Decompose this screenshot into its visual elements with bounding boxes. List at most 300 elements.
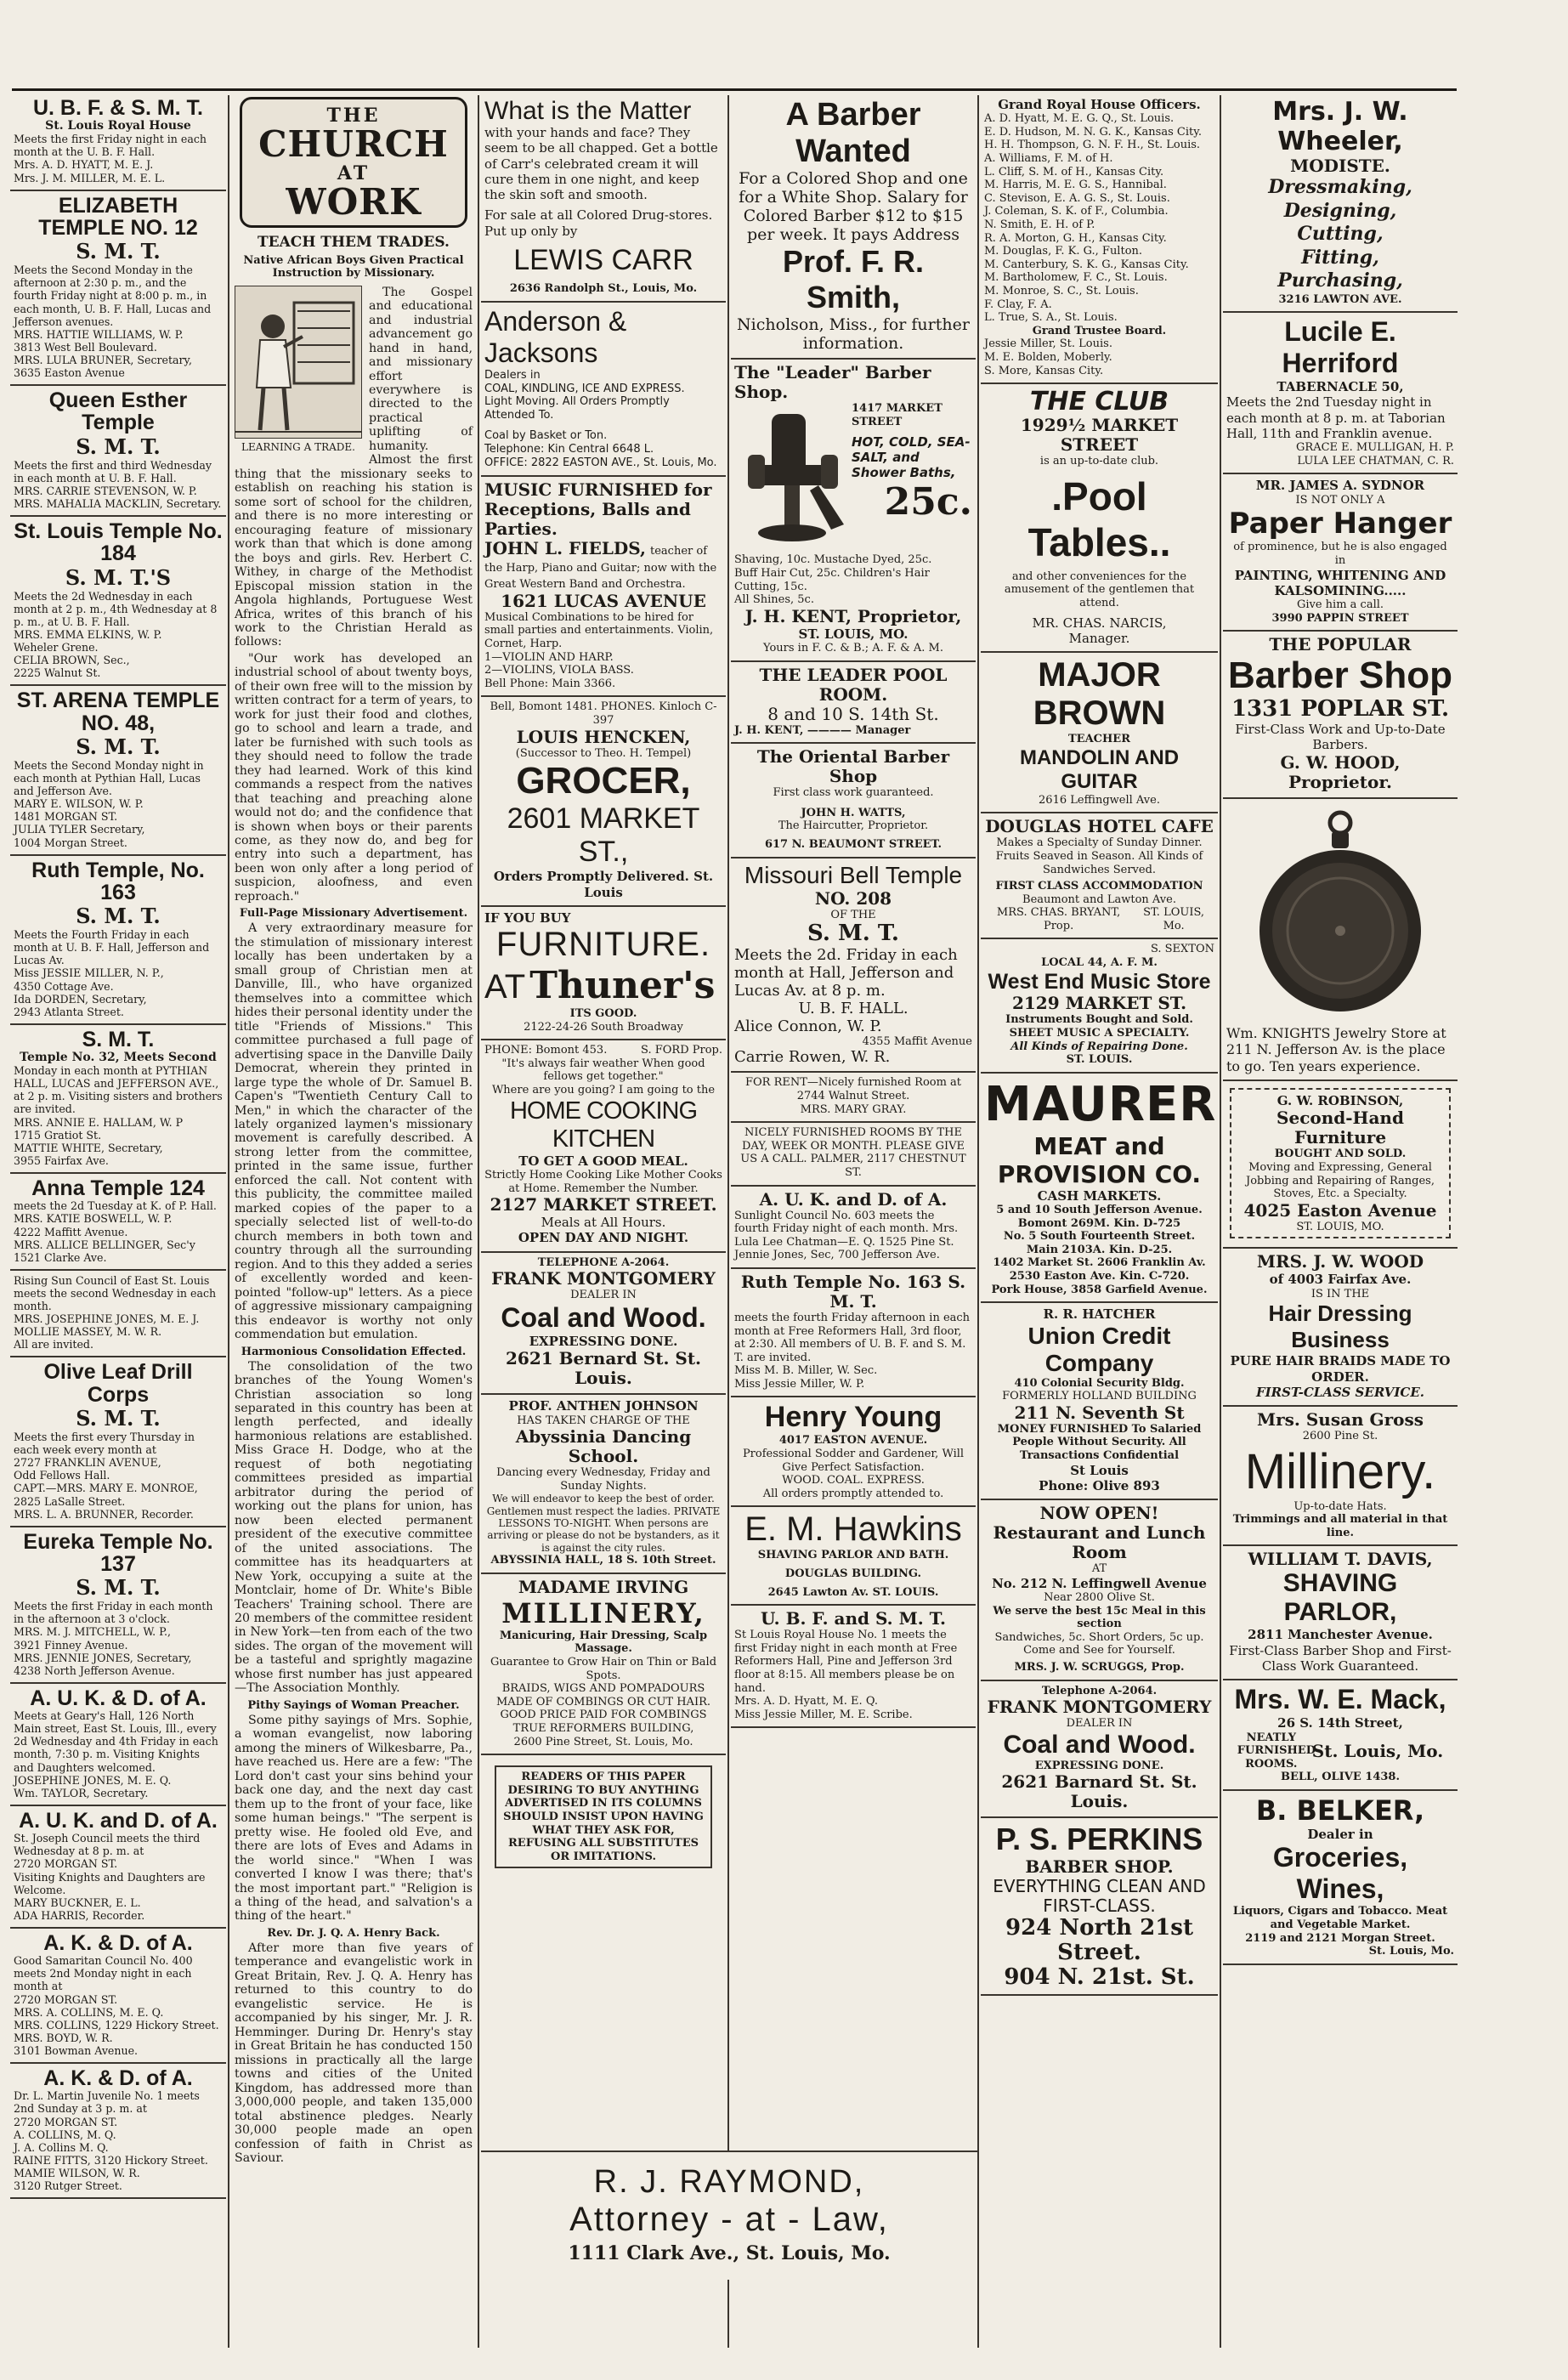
ad-text: DEALER IN: [570, 1289, 637, 1302]
ad-we-mack: [1223, 1680, 1458, 1791]
ad-name: G. W. ROBINSON,: [1276, 1093, 1404, 1109]
banner-church: CHURCH: [258, 123, 449, 165]
ad-heading: A Barber Wanted: [785, 97, 921, 169]
ad-text: Manager.: [1068, 630, 1130, 646]
column-rule: [727, 95, 729, 2348]
ad-text: For sale at all Colored Drug-stores. Put up only by: [484, 207, 713, 239]
barber-chair-icon: [738, 405, 848, 550]
ad-phone: Phone: Olive 893: [1039, 1477, 1160, 1493]
ad-text: NEATLY FURNISHED ROOMS.: [1237, 1731, 1316, 1771]
ad-thuners-furniture: [481, 907, 726, 1040]
ad-address: 1417 MARKET STREET: [852, 402, 942, 428]
ad-address: 1929½ MARKET STREET: [1020, 415, 1179, 456]
lodge-notice: [10, 94, 226, 191]
ad-name: G. W. HOOD, Proprietor.: [1280, 751, 1401, 792]
notice-title: Anna Temple 124: [31, 1176, 205, 1201]
ad-heading: Millinery.: [1244, 1443, 1436, 1499]
ad-oriental-barber-shop: [731, 744, 976, 858]
lodge-notice: [10, 686, 226, 855]
ad-heading: Missouri Bell Temple: [744, 861, 963, 888]
notice-text: Meets the first every Thursday in each week every month at 2727 FRANKLIN AVENUE, Odd Fellows Hall. CAPT.—MRS. MARY E. MONROE, 2825 LaSalle Street. MRS. L. A. BRUNNER, Recorder.: [14, 1430, 198, 1521]
ad-heading: Paper Hanger: [1228, 507, 1452, 541]
article-subhead: Native African Boys Given Practical Instruction by Missionary.: [243, 253, 464, 280]
ad-text: teacher of the Harp, Piano and Guitar; now with the Great Western Band and Orchestra.: [484, 544, 717, 592]
notice-text: Meets the 2d Wednesday in each month at 2 p. m., 4th Wednesday at 8 p. m., at U. B. F. Hall. MRS. EMMA ELKINS, W. P. Weheler Grene. CELIA BROWN, Sec., 2225 Walnut St.: [14, 589, 218, 680]
ad-heading: MAJOR BROWN: [1033, 656, 1166, 733]
ad-address: 2645 Lawton Av. ST. LOUIS.: [767, 1585, 939, 1599]
column-rule: [1220, 95, 1221, 2348]
ad-text: LOCAL 44, A. F. M.: [1041, 956, 1158, 970]
notice-text: Monday in each month at PYTHIAN HALL, LUCAS and JEFFERSON AVE., at 2 p. m. Visiting sisters and brothers are invited. MRS. ANNIE E. HALLAM, W. P 1715 Gratiot St. MATTIE WHITE, Secretary, 3955 Fairfax Ave.: [14, 1064, 223, 1167]
ad-heading: Second-Hand Furniture: [1276, 1108, 1404, 1148]
ad-heading: Lucile E. Herriford: [1282, 316, 1399, 379]
section-heading: Harmonious Consolidation Effected.: [241, 1345, 467, 1358]
ad-missouri-bell-temple: [731, 858, 976, 1074]
notice-title: S. M. T.: [82, 1027, 155, 1051]
ad-address: 410 Colonial Security Bldg.: [1014, 1376, 1185, 1390]
ad-text: Sunlight Council No. 603 meets the fourth Friday night of each month. Mrs. Lula Lee Chatman—E. Q. 1525 Pine St. Jennie Jones, Sec, 700 Jefferson Ave.: [734, 1209, 959, 1262]
column-rule: [478, 95, 479, 2348]
ad-text: Coal by Basket or Ton. Telephone: Kin Central 6648 L. OFFICE: 2822 EASTON AVE., St. Louis, Mo.: [484, 429, 717, 469]
notice-text: Meets the Second Monday night in each month at Pythian Hall, Lucas and Jefferson Ave. MARY E. WILSON, W. P. 1481 MORGAN ST. JULIA TYLER Secretary, 1004 Morgan Street.: [14, 758, 204, 849]
notice-subtitle: S. M. T.'S: [65, 564, 172, 590]
ad-text: MODISTE.: [1290, 156, 1390, 176]
ad-heading: DOUGLAS HOTEL CAFE: [985, 816, 1214, 837]
ad-name: MADAME IRVING: [518, 1576, 689, 1597]
ad-text: is an up-to-date club.: [1039, 455, 1159, 468]
ad-text: THE POPULAR: [1269, 634, 1412, 655]
ad-heading: FURNITURE.: [495, 926, 711, 964]
ad-address: 3990 PAPPIN STREET: [1271, 611, 1409, 625]
notice-text: meets the 2d Tuesday at K. of P. Hall. MRS. KATIE BOSWELL, W. P. 4222 Maffitt Avenue. MRS. ALLICE BELLINGER, Sec'y 1521 Clarke Ave.: [14, 1199, 217, 1264]
pocket-watch-icon: [1255, 808, 1425, 1020]
ad-phone: Telephone A-2064.: [1041, 1684, 1158, 1697]
ad-text: For a Colored Shop and one for a White Shop. Salary for Colored Barber $12 to $15 per week. It pays Address: [739, 169, 968, 244]
column-4-ads: [731, 94, 976, 2149]
lodge-notice: [10, 191, 226, 386]
ad-text: IS IN THE: [1310, 1287, 1370, 1300]
ad-ubf-smt: [731, 1606, 976, 1728]
figure-caption: LEARNING A TRADE.: [241, 441, 355, 454]
ad-address: 2129 MARKET ST.: [1011, 993, 1187, 1014]
ad-text: First class work guaranteed.: [773, 786, 934, 800]
lodge-notice: [10, 856, 226, 1025]
section-heading: Full-Page Missionary Advertisement.: [239, 907, 468, 921]
ad-address: 2621 Bernard St. St. Louis.: [505, 1348, 702, 1389]
ad-text: of prominence, but he is also engaged in: [1233, 541, 1447, 567]
ad-name: MR. JAMES A. SYDNOR: [1255, 478, 1425, 494]
ad-heading: MILLINERY,: [501, 1596, 705, 1629]
ad-major-brown: [981, 653, 1218, 813]
ad-text: FIRST CLASS ACCOMMODATION: [995, 880, 1203, 893]
ad-henry-young: [731, 1397, 976, 1507]
ad-em-hawkins: [731, 1507, 976, 1606]
ad-text: FIRST-CLASS SERVICE.: [1256, 1384, 1424, 1400]
ad-text: First-Class Barber Shop and First-Class Work Guaranteed.: [1229, 1642, 1452, 1674]
ad-address: 924 North 21st Street.: [1005, 1915, 1193, 1965]
ad-lewis-carr: [481, 94, 726, 303]
ad-text: .Pool Tables..: [1027, 473, 1171, 564]
ad-jw-wood: [1223, 1249, 1458, 1407]
column-rule: [228, 95, 229, 2348]
ad-address: 2600 Pine St.: [1302, 1430, 1378, 1443]
ad-name: LEWIS CARR: [513, 244, 693, 277]
ad-heading: NOW OPEN!: [1039, 1503, 1159, 1524]
ad-address: 4017 EASTON AVENUE.: [778, 1434, 928, 1448]
ad-text: J. H. KENT, ———— Manager: [734, 723, 911, 737]
ad-frank-montgomery-1: [481, 1253, 726, 1395]
lodge-notice: [10, 1929, 226, 2064]
ad-abyssinia-dancing-school: [481, 1395, 726, 1574]
ad-text: Orders Promptly Delivered. St. Louis: [493, 869, 714, 900]
ad-text: 5 and 10 South Jefferson Avenue. Bomont 269M. Kin. D-725 No. 5 South Fourteenth Street. Main 2103A. Kin. D-25. 1402 Market St. 2606 Franklin Av. 2530 Easton Ave. Kin. C-720. Pork House, 3858 Garfield Avenue.: [991, 1204, 1208, 1296]
ad-text: PURE HAIR BRAIDS MADE TO ORDER.: [1230, 1353, 1451, 1385]
ad-name: FRANK MONTGOMERY: [491, 1268, 716, 1289]
lodge-notice: [10, 1271, 226, 1358]
ad-address: No. 212 N. Leffingwell Avenue: [992, 1575, 1207, 1591]
ad-text: NO. 208: [814, 887, 892, 909]
boy-at-loom-illustration-icon: [235, 286, 362, 439]
notice-text: Meets the first Friday in each month in the afternoon at 3 o'clock. MRS. M. J. MITCHELL, W. P., 3921 Finney Avenue. MRS. JENNIE JONES, Secretary, 4238 North Jefferson Avenue.: [14, 1600, 213, 1677]
notice-title: ELIZABETH TEMPLE NO. 12: [38, 193, 198, 240]
ad-text: FORMERLY HOLLAND BUILDING: [1002, 1390, 1197, 1403]
ad-auk-sunlight-council: [731, 1187, 976, 1269]
ad-room-for-rent: FOR RENT—Nicely furnished Room at 2744 Walnut Street. MRS. MARY GRAY.: [731, 1073, 976, 1123]
ad-heading: Restaurant and Lunch Room: [993, 1522, 1206, 1563]
ad-name: FRANK MONTGOMERY: [987, 1697, 1212, 1718]
ad-furnished-rooms: NICELY FURNISHED ROOMS BY THE DAY, WEEK OR MONTH. PLEASE GIVE US A CALL. PALMER, 2117 CHESTNUT ST.: [731, 1123, 976, 1186]
ad-text: Near 2800 Olive St.: [1044, 1591, 1155, 1604]
ad-text: Liquors, Cigars and Tobacco. Meat and Vegetable Market.: [1232, 1905, 1448, 1931]
notice-title: U. B. F. & S. M. T.: [32, 96, 203, 120]
ad-name: R. R. HATCHER: [1043, 1306, 1156, 1323]
ad-name: WILLIAM T. DAVIS,: [1248, 1549, 1433, 1570]
ad-text: meets the fourth Friday afternoon in each month at Free Reformers Hall, 3rd floor, at 2:30. All members of U. B. F. and S. M. T. are invited. Miss M. B. Miller, W. Sec. Miss Jessie Miller, W. P.: [734, 1311, 971, 1391]
ad-text: Dealer in: [1307, 1827, 1373, 1843]
ad-text: AT: [1091, 1562, 1107, 1576]
ad-text: Meals at All Hours.: [541, 1215, 666, 1231]
ad-restaurant: [981, 1500, 1218, 1680]
notice-text: Meets the first and third Wednesday in each month at U. B. F. Hall. MRS. CARRIE STEVENSON, W. P. MRS. MAHALIA MACKLIN, Secretary.: [14, 458, 222, 510]
ad-text: S. FORD Prop.: [641, 1044, 722, 1057]
notice-text: Rising Sun Council of East St. Louis meets the second Wednesday in each month. MRS. JOSEPHINE JONES, M. E. J. MOLLIE MASSEY, M. W. R. All are invited.: [14, 1273, 217, 1352]
column-rule: [977, 95, 979, 2348]
ad-heading: Barber Shop: [1227, 654, 1453, 697]
ad-susan-gross: [1223, 1407, 1458, 1546]
ad-text: U. B. F. HALL.: [798, 999, 909, 1017]
notice-title: Queen Esther Temple: [48, 388, 188, 435]
ad-text: Dressmaking, Designing, Cutting, Fitting, Purchasing,: [1268, 176, 1412, 292]
notice-title: A. U. K. and D. of A.: [19, 1808, 218, 1833]
ad-text: S. M. T.: [807, 921, 899, 947]
ad-text: PAINTING, WHITENING AND KALSOMINING.....: [1234, 567, 1446, 598]
ad-text: EVERYTHING CLEAN AND FIRST-CLASS.: [993, 1876, 1206, 1917]
ad-address: 211 N. Seventh St: [1014, 1402, 1185, 1423]
ad-heading: Coal and Wood.: [501, 1301, 706, 1333]
ad-home-cooking-kitchen: [481, 1040, 726, 1252]
ad-text: with your hands and face? They seem to be all chapped. Get a bottle of Carr's celebrated cream it will cure them in one night, and keep the skin soft and smooth.: [484, 125, 718, 203]
ad-barber-wanted: [731, 94, 976, 360]
ad-text: ITS GOOD.: [569, 1007, 637, 1021]
ad-leader-pool-room: [731, 662, 976, 745]
ad-text: Shaving, 10c. Mustache Dyed, 25c. Buff Hair Cut, 25c. Children's Hair Cutting, 15c. All Shines, 5c.: [734, 553, 932, 607]
ad-william-davis: [1223, 1546, 1458, 1680]
ad-address: ABYSSINIA HALL, 18 S. 10th Street.: [490, 1554, 716, 1567]
column-1-lodge-notices: [10, 94, 226, 2380]
ad-james-sydnor: [1223, 474, 1458, 632]
notice-subtitle: S. M. T.: [76, 734, 161, 759]
notice-subtitle: Temple No. 32, Meets Second: [20, 1051, 217, 1065]
ad-heading: Abyssinia Dancing School.: [515, 1426, 692, 1467]
ad-text: We will endeavor to keep the best of order. Gentlemen must respect the ladies. PRIVATE LESSONS TO-NIGHT. When persons are arriving or please do not be bystanders, as it is against the city rules.: [486, 1493, 721, 1554]
ad-heading: What is the Matter: [484, 97, 692, 125]
ad-madame-irving-millinery: [481, 1574, 726, 1755]
ad-text: Manicuring, Hair Dressing, Scalp Massage.: [499, 1629, 708, 1656]
ad-text: HAS TAKEN CHARGE OF THE: [517, 1414, 690, 1427]
ad-text: EXPRESSING DONE.: [1034, 1759, 1164, 1772]
ad-heading: Mrs. J. W. Wheeler,: [1272, 97, 1408, 156]
column-3-ads: [481, 94, 726, 2380]
ad-text: BARBER SHOP.: [1025, 1856, 1174, 1878]
ad-name: PROF. ANTHEN JOHNSON: [508, 1398, 699, 1414]
ad-text: Alice Connon, W. P.: [734, 1017, 882, 1035]
notice-text: Good Samaritan Council No. 400 meets 2nd Monday night in each month at 2720 MORGAN ST. MRS. A. COLLINS, M. E. Q. MRS. COLLINS, 1229 Hickory Street. MRS. BOYD, W. R. 3101 Bowman Avenue.: [14, 1954, 219, 2057]
ad-text: A. D. Hyatt, M. E. G. Q., St. Louis. E. D. Hudson, M. N. G. K., Kansas City. H. H. Thompson, G. N. F. H., St. Louis. A. Williams, F. M. of H. L. Cliff, S. M. of H., Kansas City. M. Harris, M. E. G. S., Hannibal. C. Stevison, E. A. G. S., St. Louis. J. Coleman, S. K. of F., Columbia. N. Smith, E. H. of P. R. A. Morton, G. H., Kansas City. M. Douglas, F. K. G., Fulton. M. Canterbury, S. K. G., Kansas City. M. Bartholomew, F. C., St. Louis. M. Monroe, S. C., St. Louis. F. Clay, F. A. L. True, S. A., St. Louis.: [984, 112, 1202, 325]
ad-heading: U. B. F. and S. M. T.: [761, 1608, 946, 1629]
ad-address: 617 N. BEAUMONT STREET.: [764, 838, 942, 852]
lodge-notice: [10, 1684, 226, 1806]
ad-text: (Successor to Theo. H. Tempel): [515, 746, 692, 760]
top-rule: [12, 88, 1457, 91]
ad-heading: Henry Young: [764, 1401, 942, 1434]
lodge-notice: [10, 1174, 226, 1271]
ad-west-end-music-store: [981, 939, 1218, 1073]
ad-text: IS NOT ONLY A: [1295, 493, 1385, 507]
ad-text: We serve the best 15c Meal in this section: [993, 1604, 1206, 1631]
ad-name: JOHN L. FIELDS,: [484, 537, 646, 558]
ad-address: ST. LOUIS, Mo.: [1143, 906, 1205, 932]
ad-address: 8 and 10 S. 14th St.: [767, 703, 939, 724]
notice-title: A. U. K. & D. of A.: [30, 1686, 207, 1710]
ad-heading: Ruth Temple No. 163 S. M. T.: [740, 1271, 966, 1312]
learning-trade-figure: [235, 286, 362, 454]
ad-text: TO GET A GOOD MEAL.: [518, 1153, 688, 1169]
notice-text: St. Joseph Council meets the third Wednesday at 8 p. m. at 2720 MORGAN ST. Visiting Knights and Daughters are Welcome. MARY BUCKNER, E. L. ADA HARRIS, Recorder.: [14, 1832, 206, 1922]
notice-title: ST. ARENA TEMPLE NO. 48,: [16, 688, 220, 735]
ad-heading: Attorney - at - Law,: [569, 2201, 889, 2238]
ad-raymond-attorney: [481, 2150, 977, 2280]
ad-text: S. SEXTON: [1150, 943, 1214, 956]
lodge-notice: [10, 1527, 226, 1684]
article-headline: TEACH THEM TRADES.: [258, 234, 450, 251]
ad-address: 2601 MARKET ST.,: [507, 802, 700, 869]
notice-text: Dr. L. Martin Juvenile No. 1 meets 2nd Sunday at 3 p. m. at 2720 MORGAN ST. A. COLLINS, M. Q. J. A. Collins M. Q. RAINE FITTS, 3120 Hickory Street. MAMIE WILSON, W. R. 3120 Rutger Street.: [14, 2089, 208, 2193]
ad-heading: B. BELKER,: [1255, 1794, 1425, 1828]
ad-john-fields-music: [481, 477, 726, 698]
ad-heading: GROCER,: [516, 760, 691, 802]
ad-anderson-jacksons: [481, 303, 726, 477]
ad-text: and other conveniences for the amusement of the gentlemen that attend.: [1004, 570, 1195, 609]
ad-heading: Coal and Wood.: [1003, 1730, 1196, 1759]
ad-text: Dealers in COAL, KINDLING, ICE AND EXPRESS. Light Moving. All Orders Promptly Attended To.: [484, 368, 685, 422]
ad-name: MRS. J. W. SCRUGGS, Prop.: [1014, 1660, 1185, 1674]
ad-text: Sandwiches, 5c. Short Orders, 5c up. Come and See for Yourself.: [994, 1630, 1204, 1658]
ad-heading: Groceries, Wines,: [1272, 1842, 1408, 1905]
ad-name: JOHN H. WATTS,: [801, 806, 906, 819]
ad-heading: THE CLUB: [1029, 387, 1169, 417]
ad-address: ST. LOUIS.: [1066, 1053, 1133, 1067]
banner-work: WORK: [286, 181, 422, 223]
ad-heading: West End Music Store: [988, 969, 1211, 994]
ad-text: Musical Combinations to be hired for small parties and entertainments. Violin, Cornet, Harp. 1—VIOLIN AND HARP. 2—VIOLINS, VIOLA BASS. Bell Phone: Main 3366.: [484, 610, 714, 690]
ad-text: Meets the 2d. Friday in each month at Hall, Jefferson and Lucas Av. at 8 p. m.: [734, 945, 958, 1000]
ad-text: TEACHER: [1067, 733, 1130, 746]
notice-title: Ruth Temple, No. 163: [31, 858, 205, 904]
readers-notice: READERS OF THIS PAPER DESIRING TO BUY ANYTHING ADVERTISED IN ITS COLUMNS SHOULD INSIST UPON HAVING WHAT THEY ASK FOR, REFUSING ALL SUBSTITUTES OR IMITATIONS.: [495, 1765, 712, 1868]
ad-address: 1331 POPLAR ST.: [1231, 696, 1450, 722]
article-body: [231, 286, 476, 2166]
ad-address: Nicholson, Miss., for further information.: [737, 315, 970, 354]
ad-address: 2811 Manchester Avenue.: [1248, 1627, 1433, 1643]
ad-address: St. Louis, Mo.: [1368, 1945, 1454, 1958]
ad-heading: Grand Trustee Board.: [1032, 324, 1167, 337]
ad-heading: MAURER: [984, 1076, 1217, 1132]
ad-text: Yours in F. C. & B.; A. F. & A. M.: [763, 642, 943, 655]
ad-address: ST. LOUIS, MO.: [798, 626, 909, 642]
ad-text: Meets the 2nd Tuesday night in each month at 8 p. m. at Taborian Hall, 11th and Franklin avenue.: [1226, 394, 1446, 441]
ad-address: Beaumont and Lawton Ave.: [1022, 892, 1176, 906]
ad-text: Professional Sodder and Gardener, Will Give Perfect Satisfaction. WOOD. COAL. EXPRESS. All orders promptly attended to.: [742, 1448, 965, 1500]
ad-text: DEALER IN: [1066, 1717, 1133, 1731]
ad-heading: Hair Dressing Business: [1268, 1300, 1412, 1353]
notice-subtitle: S. M. T.: [76, 904, 161, 929]
ad-address: 3216 LAWTON AVE.: [1278, 292, 1402, 306]
ad-text: Guarantee to Grow Hair on Thin or Bald Spots. BRAIDS, WIGS AND POMPADOURS MADE OF COMBINGS OR CUT HAIR. GOOD PRICE PAID FOR COMBINGS TRUE REFORMERS BUILDING, 2600 Pine Street, St. Louis, Mo.: [490, 1656, 717, 1748]
ad-address: 1111 Clark Ave., St. Louis, Mo.: [568, 2242, 891, 2264]
ad-text: HOT, COLD, SEA-SALT, and Shower Baths,: [852, 434, 971, 481]
notice-subtitle: St. Louis Royal House: [45, 119, 191, 133]
ad-address: 2636 Randolph St., Louis, Mo.: [509, 282, 698, 296]
ad-address: of 4003 Fairfax Ave.: [1269, 1272, 1412, 1288]
ad-text: OF THE: [830, 908, 876, 921]
lodge-notice: [10, 1357, 226, 1527]
ad-text: GRACE E. MULLIGAN, H. P. LULA LEE CHATMAN, C. R.: [1296, 441, 1454, 468]
ad-ps-perkins: [981, 1818, 1218, 1996]
ad-text: "It's always fair weather When good fellows get together." Where are you going? I am going to the: [491, 1057, 716, 1097]
lodge-notice: [10, 517, 226, 686]
ad-text: Trimmings and all material in that line.: [1232, 1513, 1448, 1539]
column-2-church-at-work: [231, 94, 476, 2380]
ad-text: Jessie Miller, St. Louis. M. E. Bolden, Moberly. S. More, Kansas City.: [984, 337, 1112, 377]
ad-text: SHAVING PARLOR AND BATH.: [757, 1549, 949, 1562]
ad-phone: BELL, OLIVE 1438.: [1280, 1771, 1400, 1784]
ad-text: All Kinds of Repairing Done.: [1010, 1040, 1188, 1053]
section-heading: Pithy Sayings of Woman Preacher.: [247, 1698, 460, 1712]
ad-knights-jewelry: [1223, 799, 1458, 1082]
notice-title: Olive Leaf Drill Corps: [43, 1360, 193, 1407]
column-6-ads: [1223, 94, 1458, 2380]
notice-subtitle: S. M. T.: [76, 1575, 161, 1601]
paragraph: The consolidation of the two branches of the Young Women's Christian association so long separated in this country has been at length perfected, and ideally harmonious relations are established. Miss Grace H. Dodge, who at the request of both negotiating committees presided as impartial arbitrator during the period of working out the plans for union, has now been elected permanent president of the executive committee of the united associations. The committee has its headquarters at New York, occupying a suite at the Montclair, home of Dr. White's Bible Teachers' Training school. There are 20 members of the committee resident in New York—ten from each of the two sides. The organ of the movement will be a tasteful and sprightly magazine whose first number has just appeared—The Association Monthly.: [235, 1359, 473, 1696]
ad-text: CASH MARKETS.: [1037, 1187, 1162, 1204]
ad-douglas-hotel-cafe: [981, 813, 1218, 939]
ad-address: 2616 Leffingwell Ave.: [1039, 793, 1160, 807]
notice-text: Meets the Fourth Friday in each month at U. B. F. Hall, Jefferson and Lucas Av. Miss JESSIE MILLER, N. P., 4350 Cottage Ave. Ida DORDEN, Secretary, 2943 Atlanta Street.: [14, 928, 210, 1018]
ad-text: Strictly Home Cooking Like Mother Cooks at Home. Remember the Number.: [484, 1168, 722, 1195]
ad-frank-montgomery-2: [981, 1681, 1218, 1819]
notice-subtitle: S. M. T.: [76, 1405, 161, 1431]
lodge-notice: [10, 386, 226, 517]
notice-title: Eureka Temple No. 137: [23, 1529, 213, 1576]
ad-heading: Grand Royal House Officers.: [998, 97, 1201, 112]
paragraph: A very extraordinary measure for the stimulation of missionary interest locally has been undertaken by a small group of Christian men at Danville, Ill., who have organized themselves into a committee which hides their personal identity under the title "Friends of Missions." This committee purchased a full page of advertising space in the Danville Daily Democrat, wherein they printed in large type the whole of Dr. Samuel B. Capen's "Twentieth Century Call to Men," in which the character of the lately organized laymen's missionary movement is carefully described. A strong letter from the committee, printed in the same issue, further enforced the call. Not content with this publicity, the committee mailed marked copies of the paper to a specially selected list of well-to-do church members in both town and country through all the surrounding region. And to this they added a series of excellently worded and keen-pointed "follow-up" letters. As a piece of aggressive missionary campaigning this endeavor is worthy not only commendation but emulation.: [235, 921, 473, 1342]
ad-name: MRS. CHAS. BRYANT, Prop.: [996, 906, 1121, 932]
ad-heading: Union Credit Company: [1027, 1322, 1171, 1376]
paragraph: "Our work has developed an industrial school of about twenty boys, of their own free will to the mission by written contract for a term of years, to work for just their food and clothes, go to school and learn a trade, and later be furnished with such tools as they should need to follow the trade they had learned. Work of this kind commands a respect from the natives that teaching and preaching alone would not do; and the confidence that is shown when boys or their parents come, as they now do, and beg for entry into such a department, has been won only after a long period of suspicion, aloofness, and even reproach.": [235, 651, 473, 904]
ad-address: 2122-24-26 South Broadway: [524, 1020, 683, 1034]
column-5-ads: [981, 94, 1218, 2380]
ad-address: 904 N. 21st. St.: [1004, 1964, 1195, 1990]
ad-jw-wheeler: [1223, 94, 1458, 313]
ad-name: Thuner's: [529, 964, 716, 1008]
ad-text: MONEY FURNISHED To Salaried People Without Security. All Transactions Confidential: [997, 1422, 1202, 1462]
ad-ruth-temple: [731, 1269, 976, 1398]
ad-heading: Mrs. W. E. Mack,: [1234, 1684, 1446, 1715]
ad-text: Up-to-date Hats.: [1293, 1499, 1387, 1513]
ad-text: DOUGLAS BUILDING.: [784, 1567, 922, 1581]
ad-name: Mrs. Susan Gross: [1256, 1409, 1424, 1431]
ad-leader-barber-shop: [731, 360, 976, 661]
banner-at: AT: [337, 162, 371, 184]
ad-text: The Haircutter, Proprietor.: [778, 819, 929, 833]
ad-heading: THE LEADER POOL ROOM.: [759, 664, 948, 705]
ad-address: 1621 LUCAS AVENUE: [501, 590, 706, 611]
ad-address: 4025 Easton Avenue: [1243, 1199, 1437, 1221]
lodge-notice: [10, 1025, 226, 1174]
ad-heading: The "Leader" Barber Shop.: [734, 362, 931, 403]
ad-heading: The Oriental Barber Shop: [756, 746, 950, 787]
ad-phone: Bell, Bomont 1481. PHONES. Kinloch C-397: [490, 700, 717, 728]
ad-text: MANDOLIN AND GUITAR: [1019, 745, 1180, 793]
ad-address: 4355 Maffit Avenue: [862, 1034, 972, 1048]
ad-address: ST. LOUIS, MO.: [1296, 1220, 1384, 1233]
banner-the: THE: [326, 105, 381, 127]
ad-heading: E. M. Hawkins: [744, 1510, 962, 1549]
ad-text: Carrie Rowen, W. R.: [734, 1048, 891, 1067]
ad-name: J. H. KENT, Proprietor,: [744, 605, 962, 626]
ad-price: 25c.: [884, 480, 972, 524]
ad-louis-hencken-grocer: [481, 697, 726, 906]
ad-text: First-Class Work and Up-to-Date Barbers.: [1235, 721, 1446, 753]
ad-address: St. Louis, Mo.: [1311, 1740, 1444, 1761]
lodge-notice: [10, 1806, 226, 1929]
ad-address: St Louis: [1070, 1462, 1129, 1478]
ad-text: OPEN DAY AND NIGHT.: [518, 1230, 689, 1246]
notice-subtitle: S. M. T.: [76, 239, 161, 264]
ad-gw-robinson: [1223, 1081, 1458, 1249]
paragraph: Some pithy sayings of Mrs. Sophie, a woman evangelist, now laboring among the miners of Wilkesbarre, Pa., have reached us. Here are a few: "The Lord don't cast your sins behind your back one day, and the next day cast them up to the front of your face, like some human beings." "The serpent is pretty wise. He fooled old Eve, and there are lots of Eves and Adams in the world since." "When I was converted I know I was there; that's the most important part." "Religion is a thing of the head, and salvation's a thing of the heart.": [235, 1713, 473, 1924]
ad-text: AT: [484, 968, 526, 1006]
ad-address: 2127 MARKET STREET.: [490, 1194, 717, 1216]
notice-text: Meets the Second Monday in the afternoon at 2:30 p. m., and the fourth Friday night at 8:00 p. m., in each month, U. B. F. Hall, Lucas and Jefferson avenues. MRS. HATTIE WILLIAMS, W. P. 3813 West Bell Boulevard. MRS. LULA BRUNER, Secretary, 3635 Easton Avenue: [14, 264, 212, 380]
ad-text: IF YOU BUY: [484, 910, 571, 926]
church-at-work-banner: [240, 97, 467, 228]
lodge-notice: [10, 2064, 226, 2199]
notice-title: A. K. & D. of A.: [43, 2066, 193, 2091]
ad-name: R. J. RAYMOND,: [593, 2164, 865, 2200]
paragraph: The Gospel and educational and industrial advancement go hand in hand, and missionary effort everywhere is directed to the practical uplifting of humanity. Almost the first thing that the missionary seeks to establish on reaching his station is some sort of school for the children, and there is no more interesting or encouraging feature of missionary work than that which is done among the boys and girls. Rev. Herbert C. Withey, in charge of the Methodist Episcopal mission station in the Angola highlands, Portuguese West Africa, writes of this branch of his work to the Christian Herald as follows:: [235, 285, 473, 649]
section-heading: Rev. Dr. J. Q. A. Henry Back.: [267, 1926, 440, 1940]
